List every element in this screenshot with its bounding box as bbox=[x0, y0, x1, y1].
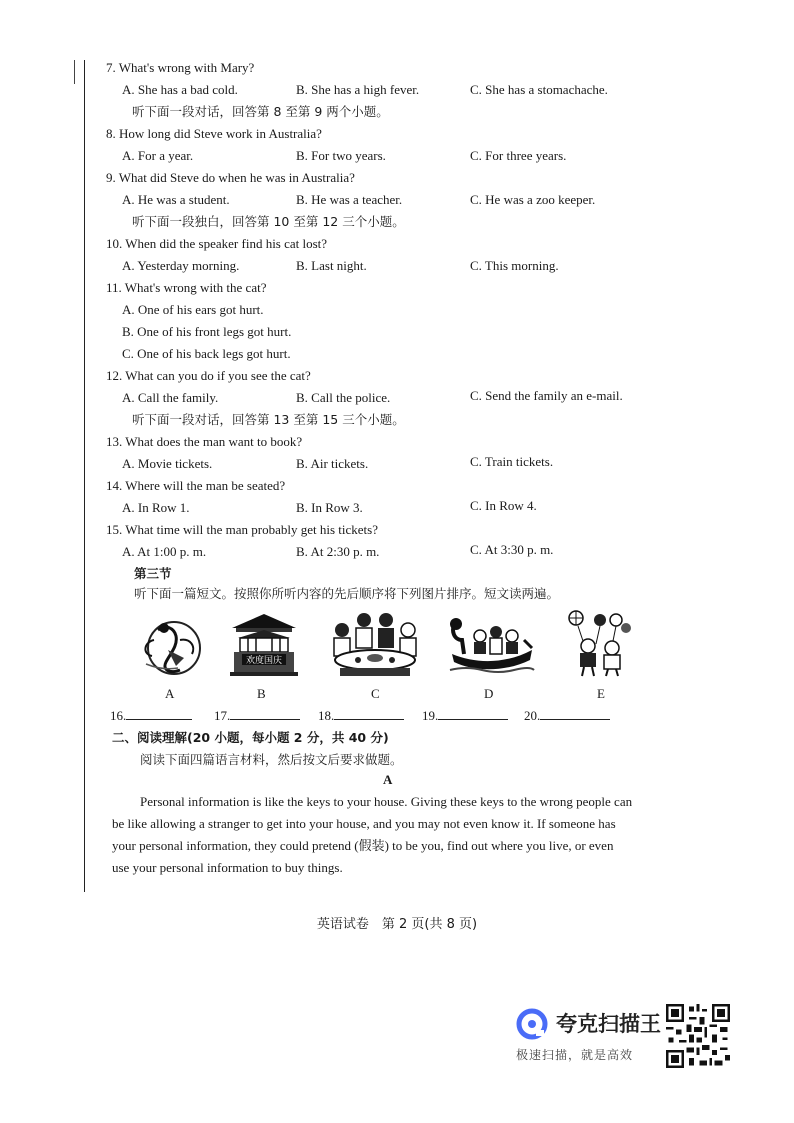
banner-text: 欢度国庆 bbox=[245, 656, 283, 666]
question-12-option-a: A. Call the family. bbox=[122, 390, 219, 405]
question-9-option-c: C. He was a zoo keeper. bbox=[470, 192, 596, 207]
binding-margin-tick bbox=[74, 60, 75, 84]
question-12-option-b: B. Call the police. bbox=[296, 390, 391, 405]
question-7-option-b: B. She has a high fever. bbox=[296, 82, 420, 97]
moon-goddess-icon bbox=[140, 610, 202, 678]
section-3-title: 第三节 bbox=[134, 566, 172, 581]
answer-blank-16[interactable]: 16. bbox=[110, 707, 192, 724]
question-8-option-b: B. For two years. bbox=[296, 148, 386, 163]
question-10-option-c: C. This morning. bbox=[470, 258, 559, 273]
picture-label-c: C bbox=[371, 686, 380, 701]
question-11-option-a: A. One of his ears got hurt. bbox=[122, 302, 264, 317]
question-10-option-b: B. Last night. bbox=[296, 258, 367, 273]
question-13-option-b: B. Air tickets. bbox=[296, 456, 369, 471]
passage-line-4: use your personal information to buy things. bbox=[112, 860, 343, 875]
passage-line-1: Personal information is like the keys to your house. Giving these keys to the wrong people can bbox=[140, 794, 633, 809]
question-8-option-a: A. For a year. bbox=[122, 148, 194, 163]
question-13-option-a: A. Movie tickets. bbox=[122, 456, 213, 471]
question-15-option-c: C. At 3:30 p. m. bbox=[470, 542, 554, 557]
watermark-slogan: 极速扫描，就是高效 bbox=[516, 1048, 634, 1062]
question-12-option-c: C. Send the family an e-mail. bbox=[470, 388, 623, 403]
question-9-option-a: A. He was a student. bbox=[122, 192, 230, 207]
question-10-option-a: A. Yesterday morning. bbox=[122, 258, 240, 273]
passage-title: A bbox=[383, 772, 393, 787]
watermark-brand: 夸克扫描王 bbox=[556, 1012, 661, 1036]
question-9-stem: 9. What did Steve do when he was in Australia? bbox=[106, 170, 355, 185]
reading-heading: 二、阅读理解(20 小题，每小题 2 分，共 40 分) bbox=[112, 730, 389, 745]
picture-label-d: D bbox=[484, 686, 494, 701]
question-13-stem: 13. What does the man want to book? bbox=[106, 434, 303, 449]
question-14-option-a: A. In Row 1. bbox=[122, 500, 190, 515]
question-15-option-a: A. At 1:00 p. m. bbox=[122, 544, 207, 559]
question-7-option-c: C. She has a stomachache. bbox=[470, 82, 608, 97]
question-15-stem: 15. What time will the man probably get his tickets? bbox=[106, 522, 378, 537]
picture-label-a: A bbox=[165, 686, 175, 701]
question-7-option-a: A. She has a bad cold. bbox=[122, 82, 238, 97]
answer-blank-17[interactable]: 17. bbox=[214, 707, 300, 724]
question-10-stem: 10. When did the speaker find his cat lost? bbox=[106, 236, 328, 251]
children-lanterns-icon bbox=[566, 610, 636, 678]
question-14-stem: 14. Where will the man be seated? bbox=[106, 478, 286, 493]
question-13-option-c: C. Train tickets. bbox=[470, 454, 554, 469]
scanner-watermark bbox=[512, 1004, 792, 1070]
family-dinner-icon bbox=[330, 610, 420, 678]
question-11-option-b: B. One of his front legs got hurt. bbox=[122, 324, 292, 339]
question-7-stem: 7. What's wrong with Mary? bbox=[106, 60, 255, 75]
answer-blank-20[interactable]: 20. bbox=[524, 707, 610, 724]
qr-code-icon bbox=[666, 1004, 730, 1068]
binding-margin-line bbox=[84, 60, 85, 892]
question-11-option-c: C. One of his back legs got hurt. bbox=[122, 346, 291, 361]
question-11-stem: 11. What's wrong with the cat? bbox=[106, 280, 267, 295]
dragon-boat-icon bbox=[446, 610, 536, 678]
instruction-8-9: 听下面一段对话，回答第 8 至第 9 两个小题。 bbox=[132, 104, 389, 119]
page-footer: 英语试卷 第 2 页(共 8 页) bbox=[316, 917, 478, 932]
question-15-option-b: B. At 2:30 p. m. bbox=[296, 544, 380, 559]
answer-blank-19[interactable]: 19. bbox=[422, 707, 508, 724]
question-14-option-c: C. In Row 4. bbox=[470, 498, 537, 513]
question-9-option-b: B. He was a teacher. bbox=[296, 192, 403, 207]
picture-label-e: E bbox=[597, 686, 605, 701]
section-3-instruction: 听下面一篇短文。按照你所听内容的先后顺序将下列图片排序。短文读两遍。 bbox=[134, 586, 560, 601]
tiananmen-icon bbox=[228, 610, 300, 678]
question-12-stem: 12. What can you do if you see the cat? bbox=[106, 368, 311, 383]
scanner-logo-icon bbox=[516, 1008, 548, 1040]
instruction-10-12: 听下面一段独白，回答第 10 至第 12 三个小题。 bbox=[132, 214, 405, 229]
picture-label-b: B bbox=[257, 686, 266, 701]
answer-blank-18[interactable]: 18. bbox=[318, 707, 404, 724]
question-8-option-c: C. For three years. bbox=[470, 148, 567, 163]
passage-line-2: be like allowing a stranger to get into your house, and you may not even know it. If someone has bbox=[112, 816, 616, 831]
reading-instruction: 阅读下面四篇语言材料，然后按文后要求做题。 bbox=[140, 752, 403, 767]
question-14-option-b: B. In Row 3. bbox=[296, 500, 363, 515]
instruction-13-15: 听下面一段对话，回答第 13 至第 15 三个小题。 bbox=[132, 412, 405, 427]
passage-line-3: your personal information, they could pretend (假装) to be you, find out where you live, or even bbox=[112, 838, 614, 853]
question-8-stem: 8. How long did Steve work in Australia? bbox=[106, 126, 322, 141]
